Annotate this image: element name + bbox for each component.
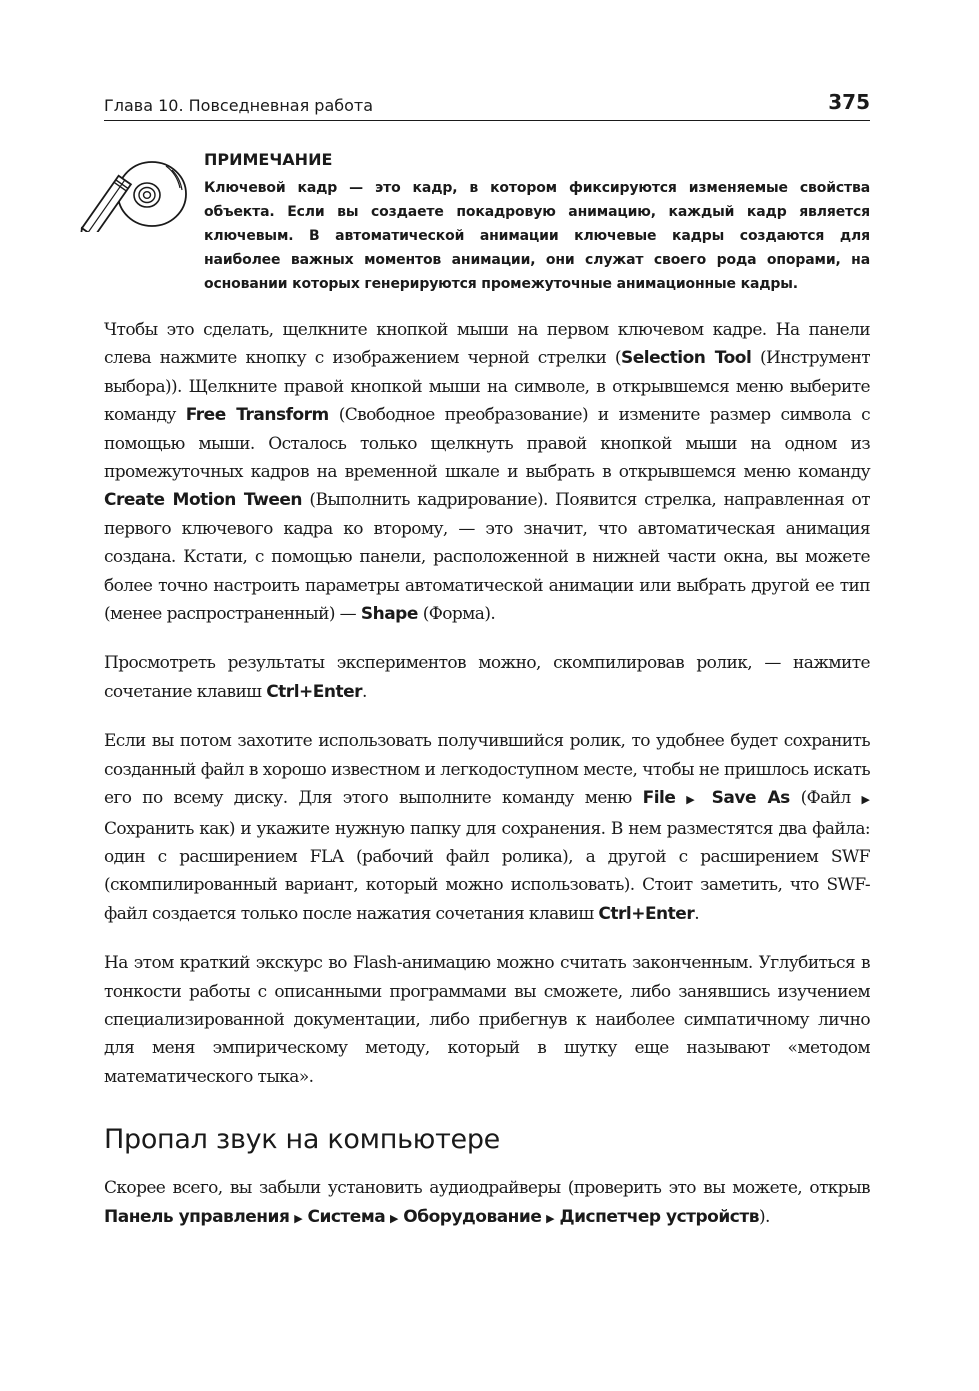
- text-run: ).: [758, 1206, 770, 1227]
- arrow-right-icon: ▶: [686, 793, 701, 807]
- text-run: (Форма).: [417, 604, 496, 625]
- text-run: (Свободное преобразование) и измените размер символа с помощью мыши. Осталось только щелкнуть правой кнопкой мыши на одном из промежуточных кадров на временной шкале и выбрать в открывшемся меню команду: [104, 405, 870, 483]
- shortcut-ctrl-enter: Ctrl+Enter: [598, 903, 695, 924]
- page-header: [104, 90, 870, 121]
- command-shape: Shape: [360, 604, 418, 625]
- text-run: (Выполнить кадрирование). Появится стрелка, направленная от первого ключевого кадра ко второму, — это значит, что автоматическая анимация создана. Кстати, с помощью панели, расположенной в нижней части окна, вы можете более точно настроить параметры автоматической анимации или выбрать другой ее тип (менее распространенный) —: [104, 490, 870, 625]
- arrow-right-icon: ▶: [546, 1211, 555, 1225]
- note-block: [80, 148, 870, 298]
- text-run: Чтобы это сделать, щелкните кнопкой мыши на первом ключевом кадре. На панели слева нажмите кнопку с изображением черной стрелки (: [104, 320, 870, 369]
- paragraph-conclusion: [104, 949, 870, 1091]
- text-run: На этом краткий экскурс во Flash-анимацию можно считать законченным. Углубиться в тонкости работы с описанными программами вы сможете, либо занявшись изучением специализированной документации, либо прибегнув к наиболее симпатичному лично для меня эмпирическому методу, который в шутку еще называют «методом математического тыка».: [104, 953, 870, 1087]
- menu-system: Система: [307, 1206, 386, 1227]
- paragraph-selection-tool: [104, 316, 870, 628]
- shortcut-ctrl-enter: Ctrl+Enter: [266, 681, 363, 702]
- text-run: .: [694, 903, 700, 924]
- text-run: Сохранить как) и укажите нужную папку для сохранения. В нем разместятся два файла: один с расширением FLA (рабочий файл ролика), а другой с расширением SWF (скомпилированный вариант, который можно использовать). Стоит заметить, что SWF-файл создается только после нажатия сочетания клавиш: [104, 818, 870, 924]
- menu-save-as: Save As: [711, 788, 790, 809]
- arrow-right-icon: ▶: [390, 1211, 399, 1225]
- main-content: [104, 316, 870, 1254]
- text-run: .: [362, 681, 367, 702]
- paragraph-save-file: [104, 727, 870, 928]
- menu-device-manager: Диспетчер устройств: [559, 1206, 759, 1227]
- command-free-transform: Free Transform: [185, 405, 329, 426]
- section-heading: Пропал звук на компьютере: [104, 1124, 500, 1156]
- paragraph-compile: [104, 649, 870, 706]
- note-title: ПРИМЕЧАНИЕ: [204, 150, 333, 169]
- command-selection-tool: Selection Tool: [620, 348, 752, 369]
- paragraph-audio-drivers: [104, 1174, 870, 1233]
- menu-control-panel: Панель управления: [104, 1206, 290, 1227]
- running-head: Глава 10. Повседневная работа: [104, 96, 374, 115]
- pencil-cd-icon: [80, 150, 192, 232]
- note-text: Ключевой кадр — это кадр, в котором фиксируются изменяемые свойства объекта. Если вы создаете покадровую анимацию, каждый кадр является ключевым. В автоматической анимации ключевые кадры создаются для наиболее важных моментов анимации, они служат своего рода опорами, на основании которых генерируются промежуточные анимационные кадры.: [204, 180, 870, 292]
- text-run: Скорее всего, вы забыли установить аудиодрайверы (проверить это вы можете, открыв: [104, 1178, 870, 1199]
- menu-hardware: Оборудование: [403, 1206, 542, 1227]
- arrow-right-icon: ▶: [861, 793, 870, 807]
- command-create-motion-tween: Create Motion Tween: [104, 490, 302, 511]
- text-run: Если вы потом захотите использовать получившийся ролик, то удобнее будет сохранить созданный файл в хорошо известном и легкодоступном месте, чтобы не пришлось искать его по всему диску. Для этого выполните команду меню: [104, 731, 870, 809]
- note-body: [204, 148, 870, 296]
- text-run: (Инструмент выбора)). Щелкните правой кнопкой мыши на символе, в открывшемся меню выберите команду: [104, 348, 870, 426]
- menu-file: File: [642, 788, 676, 809]
- text-run: Просмотреть результаты экспериментов можно, скомпилировав ролик, — нажмите сочетание клавиш: [104, 653, 870, 702]
- arrow-right-icon: ▶: [294, 1211, 303, 1225]
- text-run: (Файл: [789, 788, 851, 809]
- page-number: 375: [828, 90, 870, 114]
